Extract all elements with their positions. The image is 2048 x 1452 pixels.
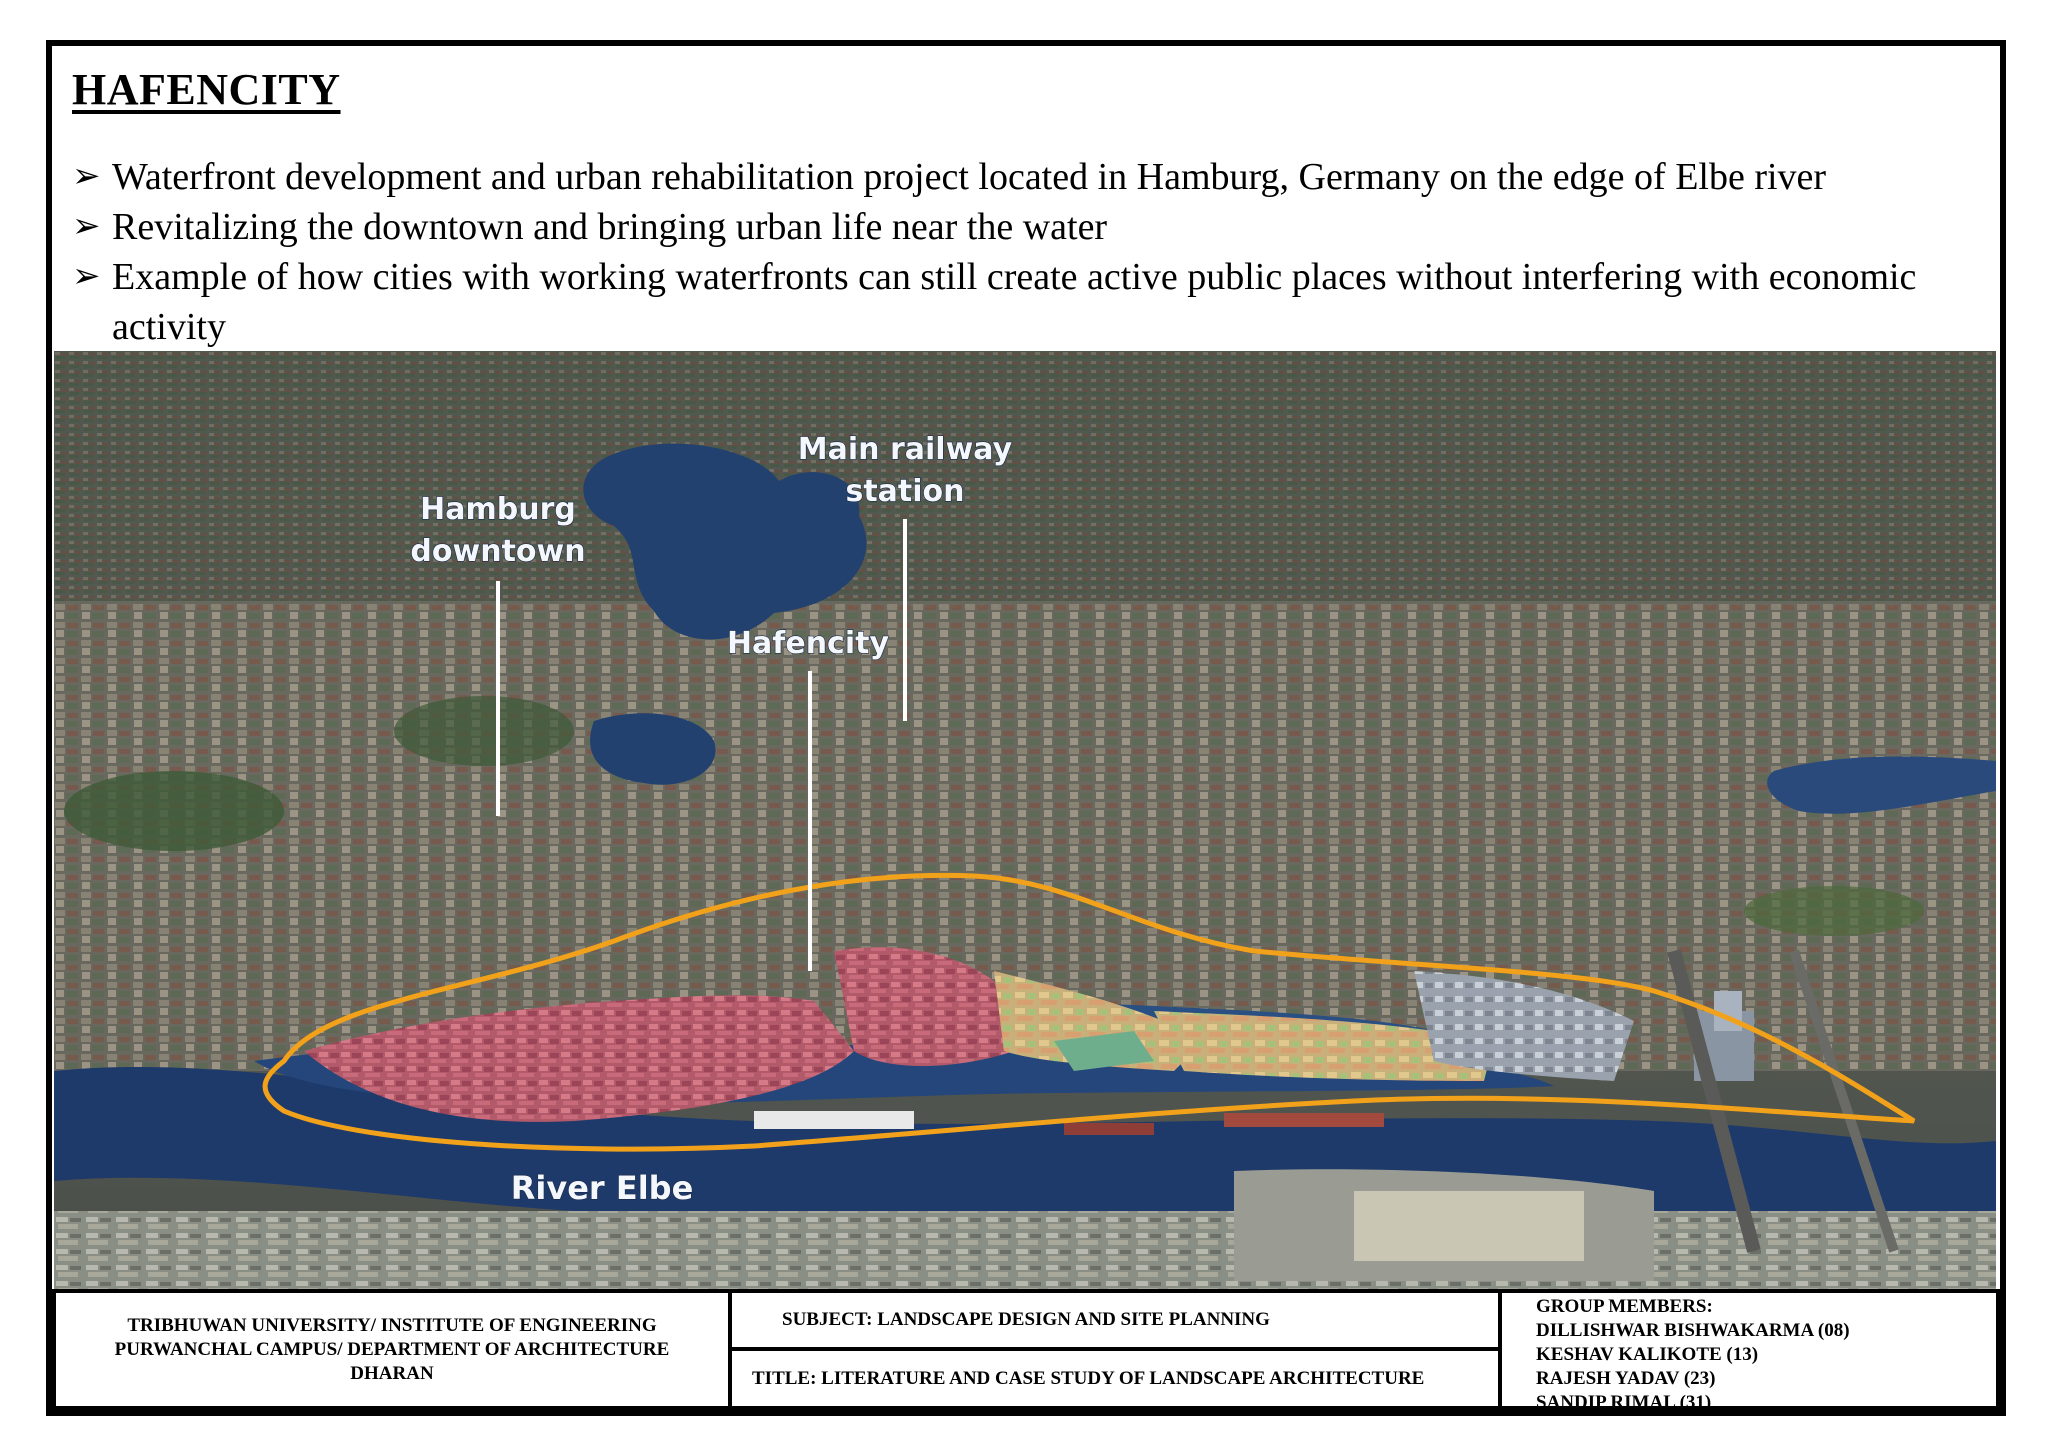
- institution-box: [52, 1289, 732, 1410]
- railway-label-line2: station: [845, 474, 965, 509]
- bullet-item: [72, 202, 1992, 252]
- institution-line: DHARAN: [350, 1362, 434, 1384]
- downtown-label-line1: Hamburg: [420, 492, 576, 527]
- subject-box: [728, 1289, 1502, 1351]
- title-text: TITLE: LITERATURE AND CASE STUDY OF LANDSCAPE ARCHITECTURE: [752, 1367, 1425, 1389]
- member-name: SANDIP RIMAL (31): [1536, 1392, 1712, 1413]
- bullet-item: [72, 252, 1992, 352]
- title-block: [52, 1289, 2000, 1413]
- arrow-bullet-icon: ➢: [72, 158, 101, 195]
- river-elbe-label: River Elbe: [510, 1169, 694, 1207]
- institution-line: PURWANCHAL CAMPUS/ DEPARTMENT OF ARCHITECTURE: [114, 1338, 670, 1360]
- hafencity-label: Hafencity: [726, 626, 890, 661]
- subject-text: SUBJECT: LANDSCAPE DESIGN AND SITE PLANNING: [782, 1309, 1270, 1330]
- group-members-box: [1498, 1289, 2000, 1413]
- arrow-bullet-icon: ➢: [72, 258, 101, 295]
- group-members-heading: GROUP MEMBERS:: [1536, 1296, 1713, 1317]
- bullet-text: Example of how cities with working waterfronts can still create active public places without interfering with economic activity: [112, 256, 1917, 348]
- aerial-map-illustration: [54, 351, 1996, 1289]
- member-name: KESHAV KALIKOTE (13): [1536, 1344, 1759, 1365]
- bullet-item: [72, 152, 1992, 202]
- railway-label-line1: Main railway: [797, 432, 1013, 467]
- bullet-text: Revitalizing the downtown and bringing urban life near the water: [112, 206, 1108, 248]
- member-name: DILLISHWAR BISHWAKARMA (08): [1536, 1320, 1850, 1341]
- member-name: RAJESH YADAV (23): [1536, 1368, 1716, 1389]
- page-title: HAFENCITY: [72, 65, 341, 114]
- arrow-bullet-icon: ➢: [72, 208, 101, 245]
- bullet-list: [72, 152, 1992, 352]
- institution-line: TRIBHUWAN UNIVERSITY/ INSTITUTE OF ENGINEERING: [127, 1314, 657, 1336]
- bullet-text: Waterfront development and urban rehabilitation project located in Hamburg, Germany on the edge of Elbe river: [112, 156, 1827, 198]
- downtown-label-line2: downtown: [410, 534, 586, 569]
- title-box: [728, 1347, 1502, 1410]
- aerial-photo: [54, 351, 1996, 1289]
